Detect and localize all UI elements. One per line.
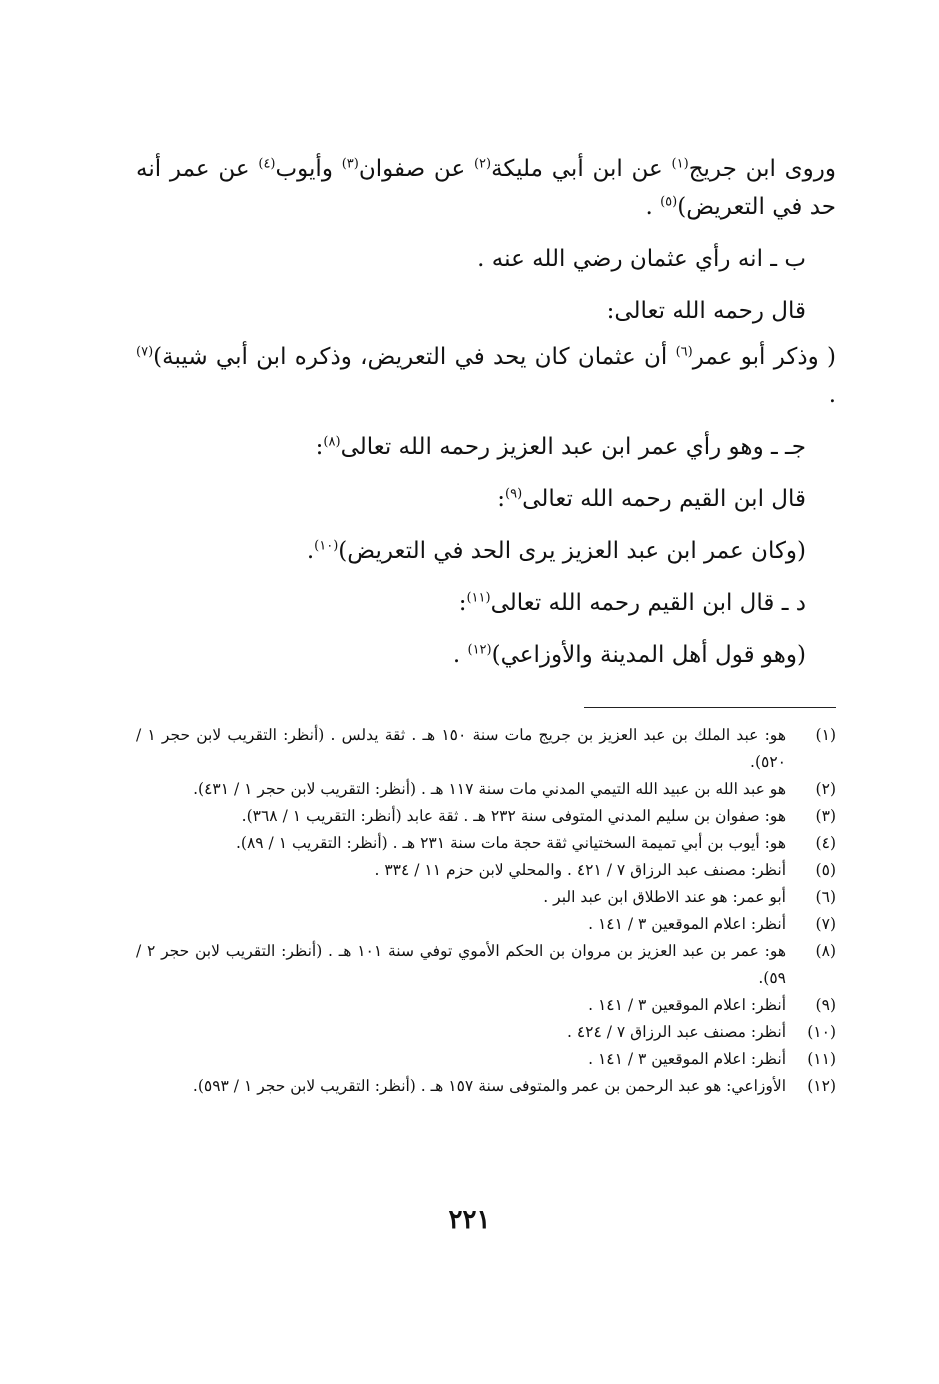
footnote-item <box>136 911 836 938</box>
footnote-number: (٢) <box>815 780 836 798</box>
paragraph-qal-rahimahullah: قال رحمه الله تعالى: <box>606 298 806 324</box>
footnote-number: (٧) <box>815 915 836 933</box>
footnote-item <box>136 830 836 857</box>
paragraph-ibn-jurayj: وروى ابن جريج$^{(١)}$ عن ابن أبي مليكة$^{(٢)}$ عن صفوان$^{(٣)}$ وأيوب$^{(٤)}$ عن عمر أنه حد في التعريض)$^{(٥)}$ . <box>136 156 836 220</box>
footnote-text: أنظر: مصنف عبد الرزاق ٧ / ٤٢٤ . <box>567 1023 786 1041</box>
footnote-ref-3[interactable]: (٣) <box>341 156 359 172</box>
footnote-text: أبو عمر: هو عند الاطلاق ابن عبد البر . <box>543 888 786 906</box>
footnote-item <box>136 1019 836 1046</box>
footnote-item <box>136 803 836 830</box>
footnote-ref-12[interactable]: (١٢) <box>467 642 492 658</box>
footnote-number: (٣) <box>815 807 836 825</box>
page-number: ٢٢١ <box>448 1205 491 1235</box>
paragraph-ibn-qayyim-1: قال ابن القيم رحمه الله تعالى$^{(٩)}$: <box>497 486 806 512</box>
footnote-ref-11[interactable]: (١١) <box>466 590 491 606</box>
footnote-number: (٩) <box>815 996 836 1014</box>
footnote-text: هو: عمر بن عبد العزيز بن مروان بن الحكم الأموي توفي سنة ١٠١ هـ . (أنظر: التقريب لابن حجر ٢ / ٥٩). <box>136 942 786 987</box>
footnotes-list <box>136 722 836 1100</box>
footnote-ref-5[interactable]: (٥) <box>660 194 678 210</box>
footnote-item <box>136 884 836 911</box>
footnote-item <box>136 938 836 992</box>
footnote-ref-8[interactable]: (٨) <box>323 434 341 450</box>
footnote-ref-6[interactable]: (٦) <box>675 344 693 360</box>
footnote-number: (٦) <box>815 888 836 906</box>
footnote-ref-7[interactable]: (٧) <box>136 344 154 360</box>
paragraph-umar-quote: (وكان عمر ابن عبد العزيز يرى الحد في التعريض)$^{(١٠)}$. <box>306 538 806 564</box>
footnote-text: هو عبد الله بن عبيد الله التيمي المدني مات سنة ١١٧ هـ . (أنظر: التقريب لابن حجر ١ / ٤٣١). <box>193 780 786 798</box>
footnote-ref-10[interactable]: (١٠) <box>314 538 339 554</box>
footnote-separator <box>584 707 836 708</box>
paragraph-madina-awzai: (وهو قول أهل المدينة والأوزاعي)$^{(١٢)}$ . <box>452 642 806 668</box>
footnote-number: (١٠) <box>807 1023 836 1041</box>
footnote-ref-1[interactable]: (١) <box>671 156 689 172</box>
heading-ibn-qayyim-2: د ـ قال ابن القيم رحمه الله تعالى$^{(١١)}$: <box>458 590 806 616</box>
footnote-text: أنظر: اعلام الموقعين ٣ / ١٤١ . <box>588 1050 786 1068</box>
footnote-text: الأوزاعي: هو عبد الرحمن بن عمر والمتوفى سنة ١٥٧ هـ . (أنظر: التقريب لابن حجر ١ / ٥٩٣). <box>192 1077 786 1095</box>
footnote-item <box>136 1073 836 1100</box>
footnote-item <box>136 722 836 776</box>
footnote-text: أنظر: مصنف عبد الرزاق ٧ / ٤٢١ . والمحلي لابن حزم ١١ / ٣٣٤ . <box>374 861 786 879</box>
footnote-number: (١٢) <box>807 1077 836 1095</box>
footnote-ref-2[interactable]: (٢) <box>473 156 492 172</box>
heading-umar-abdulaziz-opinion: جـ ـ وهو رأي عمر ابن عبد العزيز رحمه الله تعالى$^{(٨)}$: <box>315 434 806 460</box>
footnote-number: (١١) <box>807 1050 836 1068</box>
footnote-item <box>136 857 836 884</box>
footnote-ref-4[interactable]: (٤) <box>258 156 276 172</box>
footnote-number: (٤) <box>815 834 836 852</box>
footnote-text: هو: عبد الملك بن عبد العزيز بن جريج مات سنة ١٥٠ هـ . ثقة يدلس . (أنظر: التقريب لابن حجر ١ / ٥٢٠). <box>136 726 786 771</box>
paragraph-abu-umar: ( وذكر أبو عمر$^{(٦)}$ أن عثمان كان يحد في التعريض، وذكره ابن أبي شيبة)$^{(٧)}$ . <box>136 344 837 408</box>
footnote-item <box>136 992 836 1019</box>
footnote-item <box>136 776 836 803</box>
heading-uthman-opinion: ب ـ انه رأي عثمان رضي الله عنه . <box>477 246 806 272</box>
footnote-text: أنظر: اعلام الموقعين ٣ / ١٤١ . <box>588 915 786 933</box>
footnote-number: (١) <box>815 726 836 744</box>
footnote-item <box>136 1046 836 1073</box>
footnote-text: أنظر: اعلام الموقعين ٣ / ١٤١ . <box>588 996 786 1014</box>
footnote-number: (٨) <box>815 942 836 960</box>
footnote-text: هو: أيوب بن أبي تميمة السختياني ثقة حجة مات سنة ٢٣١ هـ . (أنظر: التقريب ١ / ٨٩). <box>235 834 786 852</box>
main-text <box>136 150 836 688</box>
footnote-ref-9[interactable]: (٩) <box>505 486 523 502</box>
footnote-text: هو: صفوان بن سليم المدني المتوفى سنة ٢٣٢ هـ . ثقة عابد (أنظر: التقريب ١ / ٣٦٨). <box>241 807 786 825</box>
footnote-number: (٥) <box>815 861 836 879</box>
